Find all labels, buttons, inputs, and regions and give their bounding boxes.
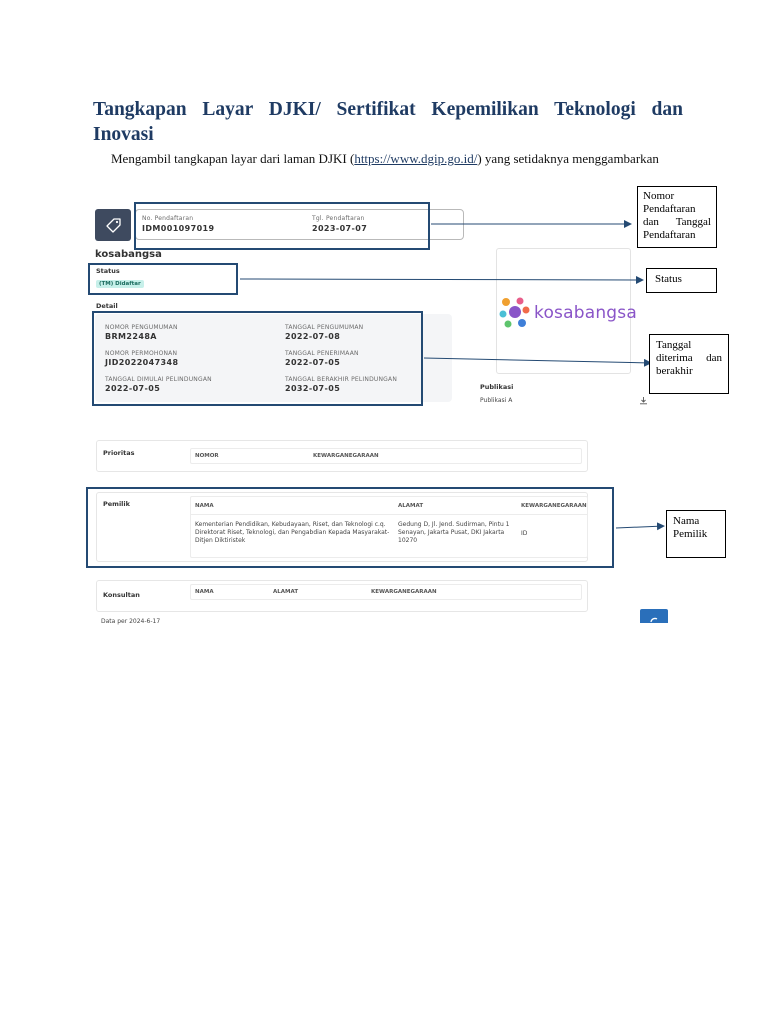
record-name: kosabangsa (95, 249, 162, 260)
intro-text-after: ) yang setidaknya menggambarkan (477, 151, 659, 166)
status-badge: (TM) Didaftar (96, 280, 144, 288)
arrow-tanggal (424, 358, 651, 363)
detail-value-3: 2022-07-05 (285, 358, 341, 367)
detail-label-5: TANGGAL BERAKHIR PELINDUNGAN (285, 376, 398, 383)
detail-label: Detail (96, 302, 118, 310)
reg-date-label: Tgl. Pendaftaran (312, 215, 365, 222)
detail-value-5: 2032-07-05 (285, 384, 341, 393)
detail-value-4: 2022-07-05 (105, 384, 161, 393)
konsultan-header-nama: NAMA (195, 589, 214, 595)
konsultan-header-kewarganegaraan: KEWARGANEGARAAN (371, 589, 437, 595)
detail-value-1: 2022-07-08 (285, 332, 341, 341)
konsultan-title: Konsultan (103, 591, 140, 599)
pemilik-header-kewarganegaraan: KEWARGANEGARAAN (521, 503, 587, 509)
pemilik-header-nama: NAMA (195, 503, 214, 509)
reg-no-label: No. Pendaftaran (142, 215, 194, 222)
detail-value-0: BRM2248A (105, 332, 157, 341)
detail-label-0: NOMOR PENGUMUMAN (105, 324, 178, 331)
detail-label-4: TANGGAL DIMULAI PELINDUNGAN (105, 376, 212, 383)
status-label: Status (96, 267, 120, 275)
publikasi-item: Publikasi A (480, 397, 513, 404)
pemilik-header-alamat: ALAMAT (398, 503, 424, 509)
intro-text-before: Mengambil tangkapan layar dari laman DJKI ( (111, 151, 355, 166)
pemilik-row-kewarganegaraan: ID (521, 530, 528, 537)
pemilik-title: Pemilik (103, 500, 130, 508)
detail-label-2: NOMOR PERMOHONAN (105, 350, 178, 357)
callout-nama: Nama Pemilik (666, 510, 726, 558)
prioritas-header-nomor: NOMOR (195, 453, 219, 459)
footer-data-date: Data per 2024-6-17 (101, 618, 161, 625)
reg-no-value: IDM001097019 (142, 224, 215, 233)
publikasi-label: Publikasi (480, 383, 514, 391)
pemilik-row-alamat: Gedung D, Jl. Jend. Sudirman, Pintu 1 Senayan, Jakarta Pusat, DKI Jakarta 10270 (398, 521, 510, 544)
djki-link[interactable]: https://www.dgip.go.id/ (354, 151, 478, 166)
detail-label-3: TANGGAL PENERIMAAN (285, 350, 359, 357)
arrow-status (240, 279, 643, 280)
arrow-nama (616, 526, 664, 528)
page-title: Tangkapan Layar DJKI/ Sertifikat Kepemilikan Teknologi dan Inovasi (93, 99, 683, 145)
callout-tanggal: Tanggal diterima dan berakhir (649, 334, 729, 394)
reg-date-value: 2023-07-07 (312, 224, 368, 233)
detail-value-2: JID2022047348 (105, 358, 179, 367)
callout-nomor: Nomor Pendaftaran dan Tanggal Pendaftaran (637, 186, 717, 248)
pemilik-row-nama: Kementerian Pendidikan, Kebudayaan, Riset, dan Teknologi c.q. Direktorat Riset, Teknologi, dan Pengabdian Kepada Masyarakat-Ditjen Diktiristek (195, 521, 390, 544)
kosabangsa-logo-text: kosabangsa (534, 303, 637, 323)
konsultan-header-alamat: ALAMAT (273, 589, 299, 595)
prioritas-header-kewarganegaraan: KEWARGANEGARAAN (313, 453, 379, 459)
prioritas-title: Prioritas (103, 449, 135, 457)
detail-label-1: TANGGAL PENGUMUMAN (285, 324, 364, 331)
callout-status: Status (646, 268, 717, 293)
